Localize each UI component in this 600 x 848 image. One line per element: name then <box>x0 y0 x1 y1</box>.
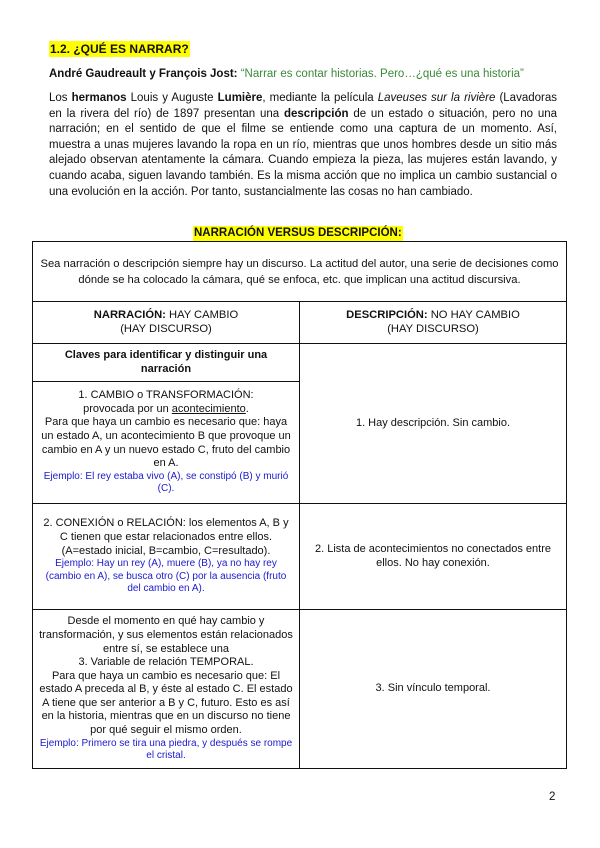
table-row <box>33 610 567 769</box>
section-heading: 1.2. ¿QUÉ ES NARRAR? <box>50 42 189 56</box>
table-row <box>33 302 567 344</box>
cell-example: Ejemplo: Hay un rey (A), muere (B), ya no hay rey (cambio en A), se busca otro (C) por la ausencia (fruto del cambio en A). <box>45 558 287 595</box>
table-row <box>33 504 567 610</box>
table-heading: NARRACIÓN VERSUS DESCRIPCIÓN: <box>194 227 402 239</box>
header-sub: (HAY DISCURSO) <box>387 322 479 335</box>
text-run: de un estado o situación, pero no una narración; en el sentido de que el filme se entiende como una captura de un momento. Así, muestra a unas mujeres lavando la ropa en un río, mientras que unos hombres desde un sitio más alejado observan atentamente la cámara. Cuando empieza la pieza, las mujeres están lavando, y cuando acaba, siguen lavando también. Es la misma acción que no implica un cambio sustancial o una evolución en la acción. Por tanto, sustancialmente las cosas no han cambiado. <box>49 107 558 198</box>
text-run: , mediante la película <box>262 92 378 104</box>
cell-example: Ejemplo: El rey estaba vivo (A), se constipó (B) y murió (C). <box>43 470 289 495</box>
cell-line <box>39 403 293 417</box>
italic-run: Laveuses sur la rivière <box>377 92 496 104</box>
bold-run: hermanos <box>71 92 127 104</box>
table-row <box>33 344 567 382</box>
comparison-table <box>32 241 567 769</box>
underlined-run: acontecimiento <box>171 402 246 415</box>
descripcion-cell-1: 1. Hay descripción. Sin cambio. <box>300 344 567 504</box>
narracion-cell-1 <box>33 382 300 504</box>
page-number: 2 <box>549 791 556 803</box>
bold-run: Lumière <box>217 92 263 104</box>
header-sub: (HAY DISCURSO) <box>120 322 212 335</box>
cell-body: Para que haya un cambio es necesario que: haya un estado A, un acontecimiento B que provoque un cambio en A y un nuevo estado C, fruto del cambio en A. <box>41 416 291 470</box>
header-bold: DESCRIPCIÓN: <box>346 309 428 321</box>
text-run: Los <box>49 92 72 104</box>
descripcion-cell-2: 2. Lista de acontecimientos no conectados entre ellos. No hay conexión. <box>300 504 567 610</box>
cell-title: 3. Variable de relación TEMPORAL. <box>78 656 254 669</box>
authors: André Gaudreault y François Jost: <box>49 68 238 80</box>
cell-intro: Desde el momento en qué hay cambio y transformación, y sus elementos están relacionados entre sí, se establece una <box>39 615 293 655</box>
intro-cell: Sea narración o descripción siempre hay un discurso. La actitud del autor, una serie de decisiones como dónde se ha colocado la cámara, qué se enfoca, etc. que implican una actitud discursiva. <box>33 242 567 302</box>
attribution-line <box>49 66 524 82</box>
header-bold: NARRACIÓN: <box>93 309 166 321</box>
quote: “Narrar es contar historias. Pero…¿qué es una historia” <box>240 68 524 80</box>
cell-body: (A=estado inicial, B=cambio, C=resultado). <box>61 544 271 557</box>
text-run: provocada por un <box>83 402 172 415</box>
narracion-cell-2 <box>33 504 300 610</box>
narracion-header <box>33 302 300 344</box>
text-run: (Lavadoras en la rivera del río) de 1897 presentan una <box>49 92 557 120</box>
descripcion-cell-3: 3. Sin vínculo temporal. <box>300 610 567 769</box>
cell-example: Ejemplo: Primero se tira una piedra, y después se rompe el cristal. <box>39 737 293 762</box>
cell-body: Para que haya un cambio es necesario que: El estado A preceda al B, y éste al estado C. El estado A tiene que ser anterior a B y C, futuro. Esto es así en la historia, mientras que en un discurso no tiene por qué seguir el mismo orden. <box>39 669 293 737</box>
descripcion-header <box>300 302 567 344</box>
cell-title: 2. CONEXIÓN o RELACIÓN: los elementos A, B y C tienen que estar relacionados entre ellos. <box>43 517 289 543</box>
text-run: Louis y Auguste <box>126 92 218 104</box>
header-text: HAY CAMBIO <box>165 309 239 321</box>
body-paragraph <box>49 91 557 200</box>
table-row <box>33 242 567 302</box>
header-text: NO HAY CAMBIO <box>427 309 520 321</box>
cell-title: 1. CAMBIO o TRANSFORMACIÓN: <box>78 389 254 402</box>
narracion-cell-3 <box>33 610 300 769</box>
claves-cell: Claves para identificar y distinguir una narración <box>33 344 300 382</box>
text-run: . <box>245 402 249 415</box>
bold-run: descripción <box>283 107 349 120</box>
